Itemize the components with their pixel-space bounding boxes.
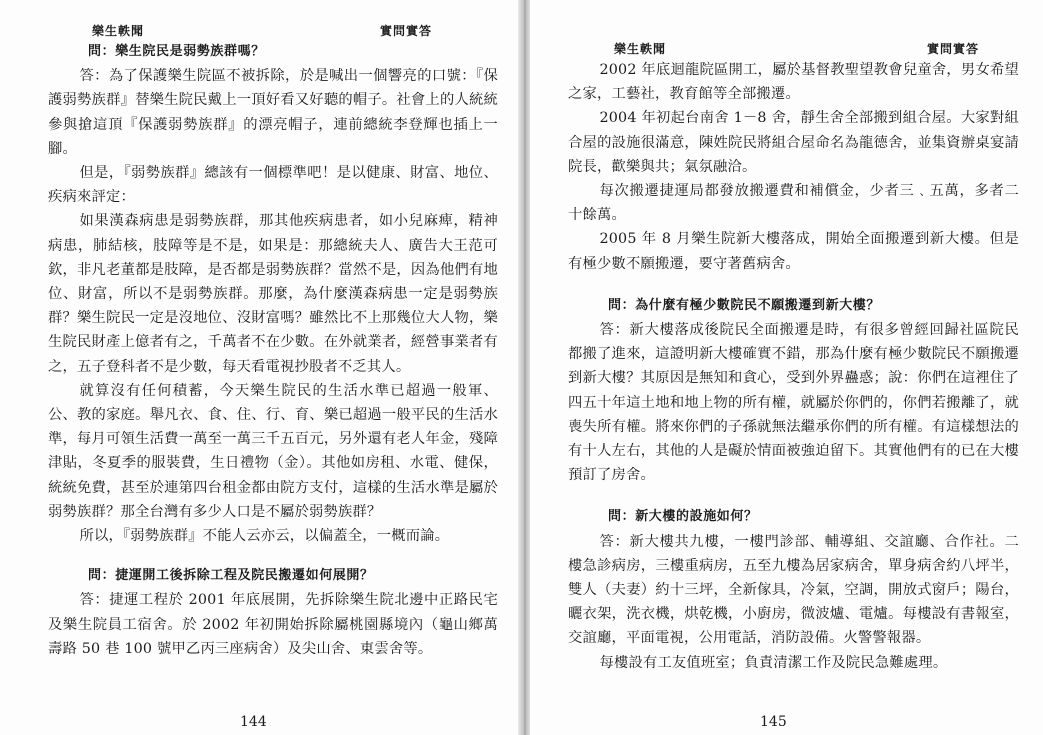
- answer-paragraph: 答：新大樓落成後院民全面搬遷是時，有很多曾經回歸社區院民都搬了進來，這證明新大樓確實不錯，那為什麼有極少數院民不願搬遷到新大樓？其原因是無知和貪心，受到外界蠱惑；說：你們在這裡住了四五十年這土地和地上物的所有權，就屬於你們的，你們若搬離了，就喪失所有權。將來你們的子孫就無法繼承你們的所有權。有這樣想法的有十人左右，其他的人是礙於情面被強迫留下。其實他們有的已在大樓預訂了房舍。: [568, 322, 1019, 484]
- body-paragraph: 就算沒有任何積蓄，今天樂生院民的生活水準已超過一般軍、公、教的家庭。舉凡衣、食、住、行、育、樂已超過一般平民的生活水準，每月可領生活費一萬至一萬三千五百元，另外還有老人年金，殘障津貼，冬夏季的服裝費，生日禮物（金）。其他如房租、水電、健保，統統免費，甚至於連第四台租金都由院方支付，這樣的生活水準是屬於弱勢族群？那全台灣有多少人口是不屬於弱勢族群？: [48, 382, 498, 520]
- section-gap: [48, 548, 498, 564]
- page-number: 144: [240, 714, 267, 730]
- running-head: [568, 40, 1019, 58]
- book-title: 樂生軼聞: [614, 42, 667, 56]
- answer-paragraph: 答：新大樓共九樓，一樓門診部、輔導組、交誼廳、合作社。二樓急診病房，三樓重病房，五至九樓為居家病舍，單身病舍約八坪半，雙人（夫妻）約十三坪，全新傢具，冷氣，空調，開放式窗戶；陽台，曬衣架，洗衣機，烘乾機，小廚房，微波爐、電爐。每樓設有書報室，交誼廳，平面電視，公用電話，消防設備。火警警報器。: [568, 533, 1019, 647]
- book-title: 樂生軼聞: [92, 24, 145, 38]
- right-page: [530, 0, 1043, 735]
- question-heading: 問：捷運開工後拆除工程及院民搬遷如何展開？: [88, 568, 374, 584]
- question-heading: 問：新大樓的設施如何？: [608, 509, 758, 525]
- body-paragraph: 2004 年初起台南舍 1－8 舍，靜生舍全部搬到組合屋。大家對組合屋的設施很滿意，陳姓院民將組合屋命名為龍德舍，並集資辦桌宴請院長，歡樂與共；氣氛融洽。: [568, 110, 1019, 175]
- body-paragraph: 每次搬遷捷運局都發放搬遷費和補償金，少者三﹑五萬，多者二十餘萬。: [568, 183, 1019, 224]
- section-gap: [568, 487, 1019, 505]
- left-page: [0, 0, 520, 735]
- body-paragraph: 如果漢森病患是弱勢族群，那其他疾病患者，如小兒麻痺，精神病患，肺結核，肢障等是不是，如果是：那總統夫人、廣告大王范可欽，非凡老董都是肢障，是否都是弱勢族群？當然不是，因為他們有地位、財富，所以不是弱勢族群。那麼，為什麼漢森病患一定是弱勢族群？樂生院民一定是沒地位、沒財富嗎？雖然比不上那幾位大人物，樂生院民財產上億者有之，千萬者不在少數。在外就業者，經營事業者有之，五子登科者不是少數，每天看電視抄股者不乏其人。: [48, 213, 498, 375]
- body-paragraph: 2002 年底迴龍院區開工，屬於基督教聖望教會兒童舍，男女希望之家，工藝社，教育館等全部搬遷。: [568, 62, 1019, 103]
- chapter-title: 實問實答: [926, 42, 979, 56]
- body-paragraph: 所以，『弱勢族群』不能人云亦云，以偏蓋全，一概而論。: [79, 528, 450, 545]
- running-head: [48, 22, 498, 40]
- chapter-title: 實問實答: [379, 24, 432, 38]
- body-paragraph: 每樓設有工友值班室；負責清潔工作及院民急難處理。: [599, 654, 948, 671]
- body-paragraph: 但是，『弱勢族群』總該有一個標準吧！是以健康、財富、地位、疾病來評定：: [48, 165, 498, 206]
- question-heading: 問：樂生院民是弱勢族群嗎？: [88, 44, 265, 59]
- question-heading: 問：為什麼有極少數院民不願搬遷到新大樓？: [608, 297, 881, 313]
- answer-paragraph: 答：為了保護樂生院區不被拆除，於是喊出一個響亮的口號：『保護弱勢族群』替樂生院民戴上一頂好看又好聽的帽子。社會上的人統統參與搶這頂『保護弱勢族群』的漂亮帽子，連前總統李登輝也插上一腳。: [48, 68, 498, 157]
- page-number: 145: [760, 714, 787, 730]
- section-gap: [568, 276, 1019, 294]
- answer-paragraph: 答：捷運工程於 2001 年底展開，先拆除樂生院北邊中正路民宅及樂生院員工宿舍。於 2002 年初開始拆除屬桃園縣境內（龜山鄉萬壽路 50 巷 100 號甲乙丙三座病舍）及尖山舍、東雲舍等。: [48, 592, 498, 657]
- body-paragraph: 2005 年 8 月樂生院新大樓落成，開始全面搬遷到新大樓。但是有極少數不願搬遷，要守著舊病舍。: [568, 231, 1019, 272]
